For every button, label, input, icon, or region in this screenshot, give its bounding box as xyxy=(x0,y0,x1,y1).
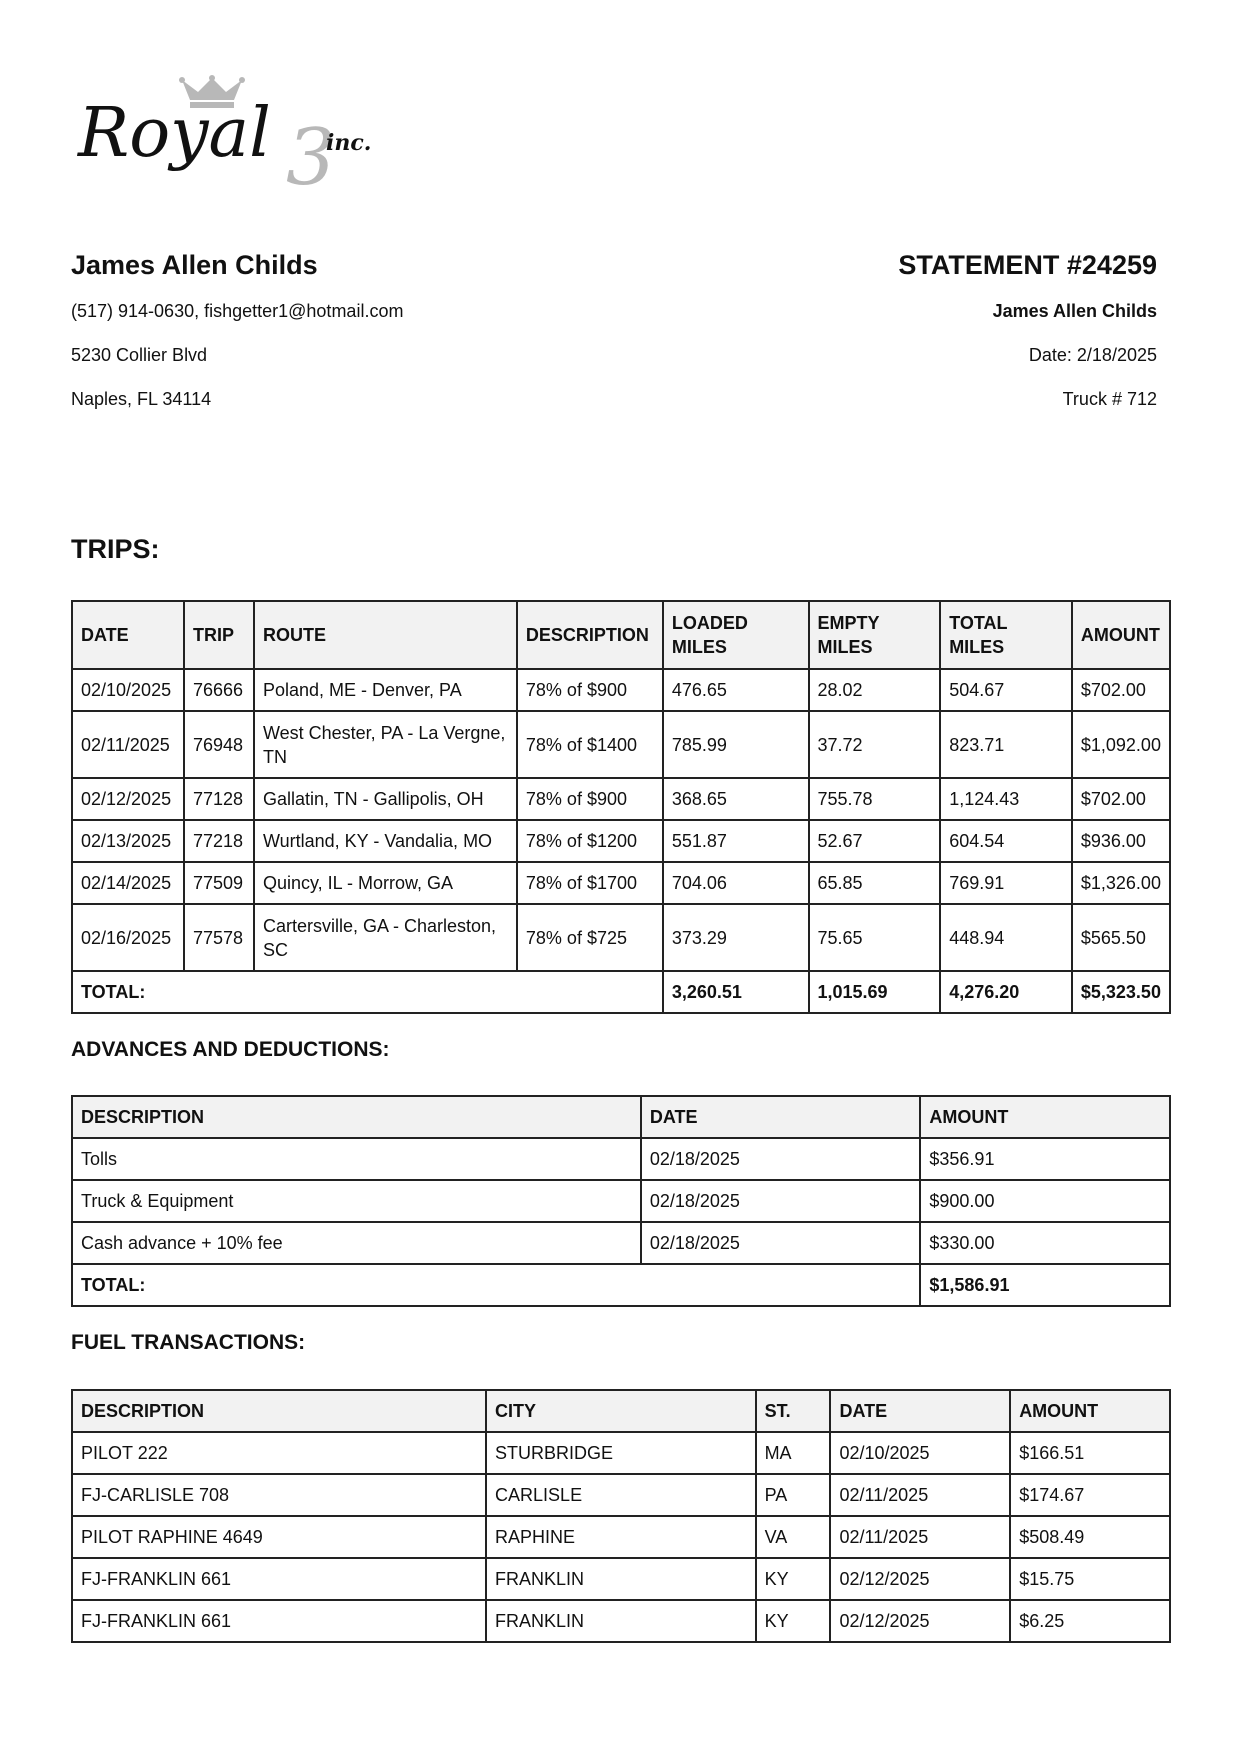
advance-description: Truck & Equipment xyxy=(72,1180,641,1222)
fuel-description: FJ-FRANKLIN 661 xyxy=(72,1600,486,1642)
advance-date: 02/18/2025 xyxy=(641,1180,921,1222)
trip-empty-miles: 52.67 xyxy=(809,820,941,862)
trips-table xyxy=(71,600,1171,1014)
fuel-state: PA xyxy=(756,1474,831,1516)
advance-amount: $900.00 xyxy=(920,1180,1170,1222)
table-row xyxy=(72,778,1170,820)
trip-route: Quincy, IL - Morrow, GA xyxy=(254,862,517,904)
col-loaded-miles: LOADED MILES xyxy=(663,601,809,669)
fuel-state: VA xyxy=(756,1516,831,1558)
fuel-date: 02/11/2025 xyxy=(830,1516,1010,1558)
fuel-state: KY xyxy=(756,1600,831,1642)
table-row xyxy=(72,1138,1170,1180)
fuel-amount: $174.67 xyxy=(1010,1474,1170,1516)
fuel-description: FJ-CARLISLE 708 xyxy=(72,1474,486,1516)
trip-description: 78% of $1700 xyxy=(517,862,663,904)
trip-date: 02/16/2025 xyxy=(72,904,184,971)
fuel-amount: $166.51 xyxy=(1010,1432,1170,1474)
table-row xyxy=(72,1516,1170,1558)
logo-word: Royal xyxy=(78,94,271,173)
fuel-date: 02/12/2025 xyxy=(830,1600,1010,1642)
trips-total-loaded: 3,260.51 xyxy=(663,971,809,1013)
table-row xyxy=(72,820,1170,862)
trip-amount: $936.00 xyxy=(1072,820,1170,862)
fuel-amount: $6.25 xyxy=(1010,1600,1170,1642)
col-amount: AMOUNT xyxy=(1010,1390,1170,1432)
col-description: DESCRIPTION xyxy=(517,601,663,669)
trip-total-miles: 448.94 xyxy=(940,904,1072,971)
trip-description: 78% of $725 xyxy=(517,904,663,971)
trip-date: 02/11/2025 xyxy=(72,711,184,778)
trip-empty-miles: 75.65 xyxy=(809,904,941,971)
statement-truck: Truck # 712 xyxy=(1062,389,1157,409)
driver-contact: (517) 914-0630, fishgetter1@hotmail.com xyxy=(71,301,404,321)
driver-address-line1: 5230 Collier Blvd xyxy=(71,345,208,365)
advance-description: Cash advance + 10% fee xyxy=(72,1222,641,1264)
trip-amount: $1,092.00 xyxy=(1072,711,1170,778)
col-state: ST. xyxy=(756,1390,831,1432)
logo-suffix: inc. xyxy=(326,130,372,156)
col-amount: AMOUNT xyxy=(1072,601,1170,669)
trip-empty-miles: 755.78 xyxy=(809,778,941,820)
fuel-amount: $15.75 xyxy=(1010,1558,1170,1600)
trips-total-miles: 4,276.20 xyxy=(940,971,1072,1013)
advances-total-amount: $1,586.91 xyxy=(920,1264,1170,1306)
trips-title: TRIPS: xyxy=(71,534,160,564)
col-description: DESCRIPTION xyxy=(72,1096,641,1138)
col-route: ROUTE xyxy=(254,601,517,669)
col-date: DATE xyxy=(641,1096,921,1138)
fuel-header-row xyxy=(72,1390,1170,1432)
fuel-table xyxy=(71,1389,1171,1643)
col-total-miles: TOTAL MILES xyxy=(940,601,1072,669)
trip-date: 02/13/2025 xyxy=(72,820,184,862)
trip-number: 77509 xyxy=(184,862,254,904)
trip-number: 77218 xyxy=(184,820,254,862)
advance-description: Tolls xyxy=(72,1138,641,1180)
trip-description: 78% of $900 xyxy=(517,778,663,820)
table-row xyxy=(72,862,1170,904)
advances-total-row xyxy=(72,1264,1170,1306)
trip-loaded-miles: 373.29 xyxy=(663,904,809,971)
trip-total-miles: 769.91 xyxy=(940,862,1072,904)
logo-numeral: 3 xyxy=(286,113,336,203)
col-empty-miles: EMPTY MILES xyxy=(809,601,941,669)
advances-total-label: TOTAL: xyxy=(72,1264,920,1306)
trip-route: Cartersville, GA - Charleston, SC xyxy=(254,904,517,971)
trip-loaded-miles: 368.65 xyxy=(663,778,809,820)
col-city: CITY xyxy=(486,1390,756,1432)
table-row xyxy=(72,1474,1170,1516)
fuel-title: FUEL TRANSACTIONS: xyxy=(71,1331,306,1354)
trips-total-row xyxy=(72,971,1170,1013)
company-logo xyxy=(78,78,388,203)
fuel-amount: $508.49 xyxy=(1010,1516,1170,1558)
trips-total-amount: $5,323.50 xyxy=(1072,971,1170,1013)
fuel-description: FJ-FRANKLIN 661 xyxy=(72,1558,486,1600)
trip-empty-miles: 28.02 xyxy=(809,669,941,711)
trip-number: 76948 xyxy=(184,711,254,778)
advance-amount: $330.00 xyxy=(920,1222,1170,1264)
trip-amount: $565.50 xyxy=(1072,904,1170,971)
fuel-date: 02/10/2025 xyxy=(830,1432,1010,1474)
advances-header-row xyxy=(72,1096,1170,1138)
trip-description: 78% of $900 xyxy=(517,669,663,711)
col-trip: TRIP xyxy=(184,601,254,669)
table-row xyxy=(72,904,1170,971)
fuel-date: 02/11/2025 xyxy=(830,1474,1010,1516)
advance-date: 02/18/2025 xyxy=(641,1222,921,1264)
trip-number: 76666 xyxy=(184,669,254,711)
fuel-city: STURBRIDGE xyxy=(486,1432,756,1474)
trip-number: 77128 xyxy=(184,778,254,820)
col-date: DATE xyxy=(72,601,184,669)
driver-address-line2: Naples, FL 34114 xyxy=(71,389,212,409)
fuel-description: PILOT RAPHINE 4649 xyxy=(72,1516,486,1558)
trip-total-miles: 823.71 xyxy=(940,711,1072,778)
trips-total-label: TOTAL: xyxy=(72,971,663,1013)
trip-description: 78% of $1400 xyxy=(517,711,663,778)
fuel-city: RAPHINE xyxy=(486,1516,756,1558)
trip-total-miles: 1,124.43 xyxy=(940,778,1072,820)
trip-loaded-miles: 476.65 xyxy=(663,669,809,711)
trip-route: Gallatin, TN - Gallipolis, OH xyxy=(254,778,517,820)
trip-number: 77578 xyxy=(184,904,254,971)
royal-crown-logo xyxy=(78,78,388,203)
table-row xyxy=(72,711,1170,778)
trip-empty-miles: 37.72 xyxy=(809,711,941,778)
trips-total-empty: 1,015.69 xyxy=(809,971,941,1013)
statement-date: Date: 2/18/2025 xyxy=(1028,345,1157,365)
table-row xyxy=(72,1222,1170,1264)
trip-empty-miles: 65.85 xyxy=(809,862,941,904)
fuel-state: KY xyxy=(756,1558,831,1600)
statement-title: STATEMENT #24259 xyxy=(898,250,1157,280)
col-date: DATE xyxy=(830,1390,1010,1432)
table-row xyxy=(72,1180,1170,1222)
col-description: DESCRIPTION xyxy=(72,1390,486,1432)
advances-title: ADVANCES AND DEDUCTIONS: xyxy=(71,1038,390,1061)
table-row xyxy=(72,1558,1170,1600)
statement-name: James Allen Childs xyxy=(992,301,1157,321)
fuel-city: FRANKLIN xyxy=(486,1558,756,1600)
trip-date: 02/12/2025 xyxy=(72,778,184,820)
advance-date: 02/18/2025 xyxy=(641,1138,921,1180)
statement-info xyxy=(898,250,1157,433)
trip-total-miles: 504.67 xyxy=(940,669,1072,711)
trip-loaded-miles: 704.06 xyxy=(663,862,809,904)
trip-route: West Chester, PA - La Vergne, TN xyxy=(254,711,517,778)
fuel-date: 02/12/2025 xyxy=(830,1558,1010,1600)
trip-description: 78% of $1200 xyxy=(517,820,663,862)
advance-amount: $356.91 xyxy=(920,1138,1170,1180)
trip-route: Poland, ME - Denver, PA xyxy=(254,669,517,711)
trip-total-miles: 604.54 xyxy=(940,820,1072,862)
trip-loaded-miles: 551.87 xyxy=(663,820,809,862)
table-row xyxy=(72,669,1170,711)
trip-amount: $702.00 xyxy=(1072,778,1170,820)
trips-header-row xyxy=(72,601,1170,669)
trip-date: 02/10/2025 xyxy=(72,669,184,711)
driver-info xyxy=(71,250,403,433)
trip-loaded-miles: 785.99 xyxy=(663,711,809,778)
fuel-city: FRANKLIN xyxy=(486,1600,756,1642)
fuel-city: CARLISLE xyxy=(486,1474,756,1516)
driver-name: James Allen Childs xyxy=(71,250,318,280)
trip-date: 02/14/2025 xyxy=(72,862,184,904)
trip-amount: $1,326.00 xyxy=(1072,862,1170,904)
fuel-state: MA xyxy=(756,1432,831,1474)
table-row xyxy=(72,1600,1170,1642)
trip-amount: $702.00 xyxy=(1072,669,1170,711)
trip-route: Wurtland, KY - Vandalia, MO xyxy=(254,820,517,862)
advances-table xyxy=(71,1095,1171,1307)
fuel-description: PILOT 222 xyxy=(72,1432,486,1474)
col-amount: AMOUNT xyxy=(920,1096,1170,1138)
table-row xyxy=(72,1432,1170,1474)
